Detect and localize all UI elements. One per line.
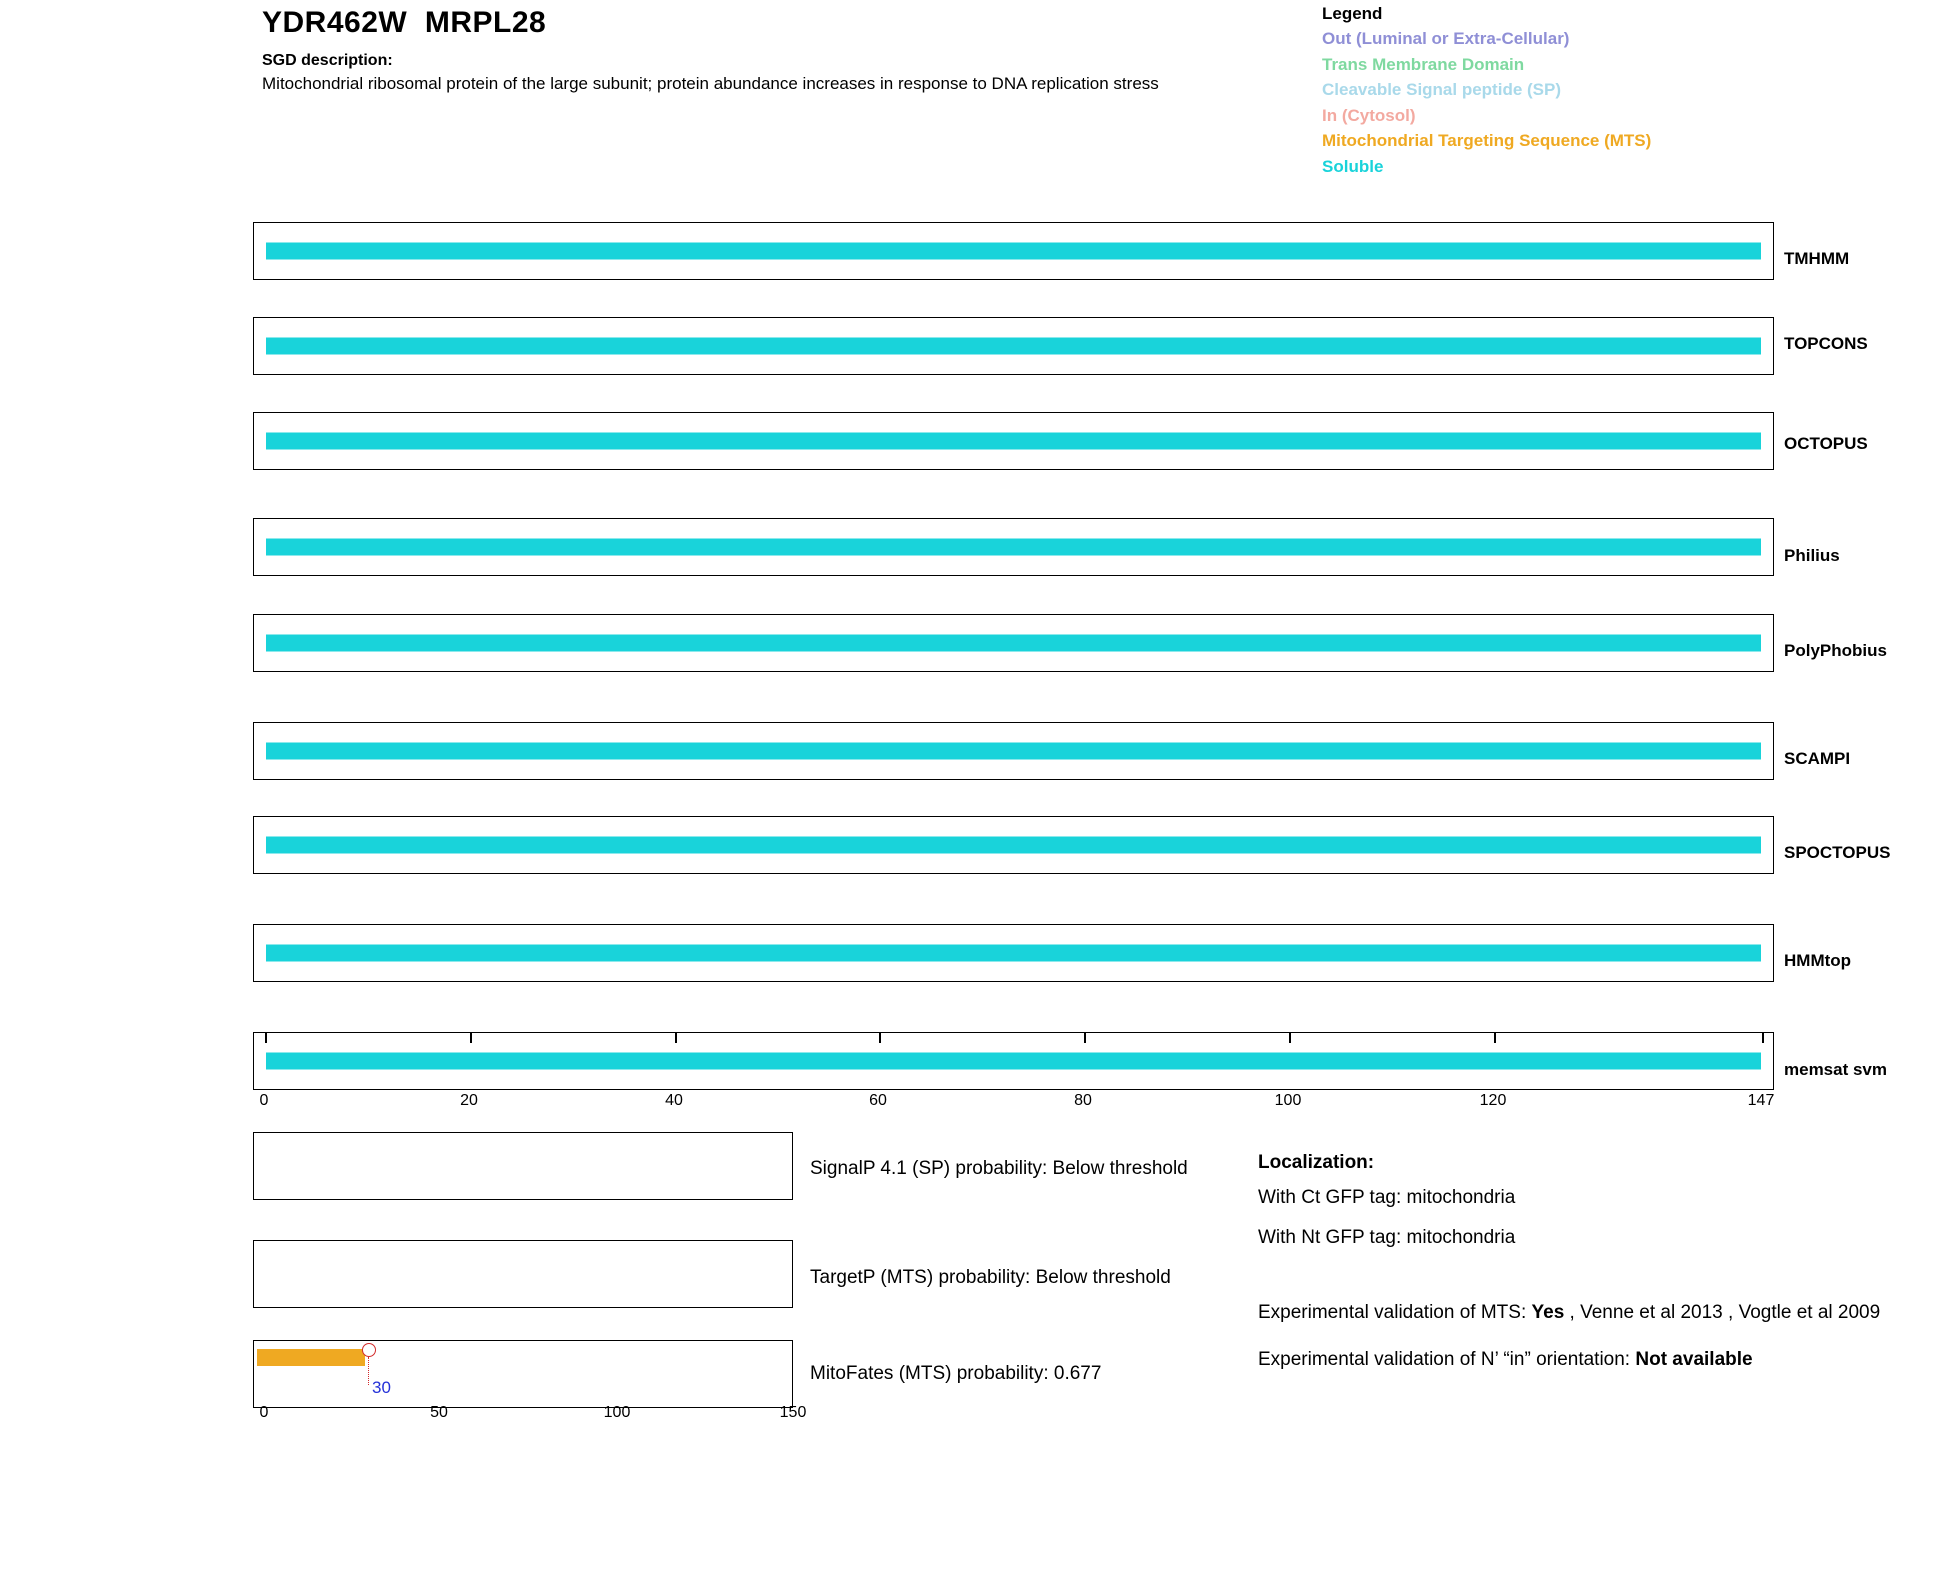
localization-block [1258, 1148, 1918, 1262]
track-segment-soluble [266, 243, 1761, 260]
main-axis [253, 1092, 1774, 1122]
axis-tick-20: 20 [460, 1092, 478, 1109]
track-label-tmhmm: TMHMM [1784, 249, 1850, 268]
mitofates-tick-0: 0 [259, 1404, 269, 1421]
validation-orientation-row [1258, 1347, 1938, 1374]
axis-tick-0: 0 [259, 1092, 269, 1109]
track-polyphobius [253, 614, 1774, 672]
targetp-panel [253, 1240, 793, 1308]
mitofates-cleavage-dashline [368, 1357, 369, 1385]
signalp-panel [253, 1132, 793, 1200]
track-tmhmm [253, 222, 1774, 280]
axis-tick-100: 100 [1274, 1092, 1302, 1109]
mitofates-mts-segment [257, 1349, 365, 1366]
axis-tick-120: 120 [1479, 1092, 1507, 1109]
legend-title: Legend [1322, 4, 1383, 23]
track-segment-soluble [266, 945, 1761, 962]
legend-item-mts: Mitochondrial Targeting Sequence (MTS) [1322, 131, 1652, 150]
localization-ct-tag: With Ct GFP tag: mitochondria [1258, 1187, 1516, 1209]
validation-mts-row [1258, 1300, 1938, 1327]
legend-item-tmd: Trans Membrane Domain [1322, 54, 1525, 74]
targetp-caption: TargetP (MTS) probability: Below threshold [810, 1267, 1171, 1288]
sgd-description-label: SGD description: [262, 52, 393, 69]
mitofates-tick-50: 50 [430, 1404, 448, 1421]
validation-block [1258, 1300, 1938, 1374]
track-segment-soluble [266, 837, 1761, 854]
track-label-memsat-svm: memsat svm [1784, 1060, 1888, 1079]
mitofates-cleavage-position-label: 30 [372, 1378, 391, 1397]
validation-mts-prefix: Experimental validation of MTS: [1258, 1302, 1532, 1323]
track-hmmtop [253, 924, 1774, 982]
mitofates-axis [253, 1404, 807, 1430]
track-octopus [253, 412, 1774, 470]
localization-nt-tag: With Nt GFP tag: mitochondria [1258, 1226, 1516, 1248]
validation-mts-value: Yes [1531, 1302, 1565, 1323]
track-label-topcons: TOPCONS [1784, 334, 1868, 353]
axis-tick-147: 147 [1747, 1092, 1775, 1109]
track-scampi [253, 722, 1774, 780]
track-spoctopus [253, 816, 1774, 874]
track-segment-soluble [266, 1053, 1761, 1070]
localization-title: Localization: [1258, 1152, 1375, 1173]
track-memsat-svm [253, 1032, 1774, 1090]
track-philius [253, 518, 1774, 576]
track-label-philius: Philius [1784, 546, 1840, 565]
validation-orientation-prefix: Experimental validation of N’ “in” orientation: [1258, 1348, 1636, 1370]
signalp-caption: SignalP 4.1 (SP) probability: Below threshold [810, 1158, 1188, 1179]
legend-item-in: In (Cytosol) [1322, 105, 1416, 125]
mitofates-tick-100: 100 [603, 1404, 631, 1421]
track-topcons [253, 317, 1774, 375]
track-label-scampi: SCAMPI [1784, 749, 1851, 768]
track-label-spoctopus: SPOCTOPUS [1784, 843, 1891, 862]
legend-item-soluble: Soluble [1322, 156, 1384, 176]
page-title: YDR462W MRPL28 [262, 6, 547, 39]
track-label-polyphobius: PolyPhobius [1784, 641, 1887, 660]
mitofates-tick-150: 150 [779, 1404, 807, 1421]
track-segment-soluble [266, 338, 1761, 355]
legend-item-out: Out (Luminal or Extra-Cellular) [1322, 29, 1570, 48]
axis-tick-40: 40 [665, 1092, 683, 1109]
validation-mts-refs: , Venne et al 2013 , Vogtle et al 2009 [1564, 1302, 1881, 1323]
mitofates-panel [253, 1340, 793, 1408]
track-label-octopus: OCTOPUS [1784, 434, 1868, 453]
mitofates-cleavage-marker-icon [362, 1343, 376, 1357]
axis-tick-60: 60 [869, 1092, 887, 1109]
track-segment-soluble [266, 743, 1761, 760]
track-segment-soluble [266, 433, 1761, 450]
track-segment-soluble [266, 635, 1761, 652]
legend-item-sp: Cleavable Signal peptide (SP) [1322, 80, 1562, 99]
track-label-hmmtop: HMMtop [1784, 951, 1852, 970]
mitofates-caption: MitoFates (MTS) probability: 0.677 [810, 1363, 1102, 1384]
axis-tick-80: 80 [1074, 1092, 1092, 1109]
validation-orientation-value: Not available [1635, 1348, 1753, 1370]
legend [1322, 4, 1882, 179]
sgd-description-text: Mitochondrial ribosomal protein of the large subunit; protein abundance increases in response to DNA replication stress [262, 74, 1159, 93]
track-segment-soluble [266, 539, 1761, 556]
